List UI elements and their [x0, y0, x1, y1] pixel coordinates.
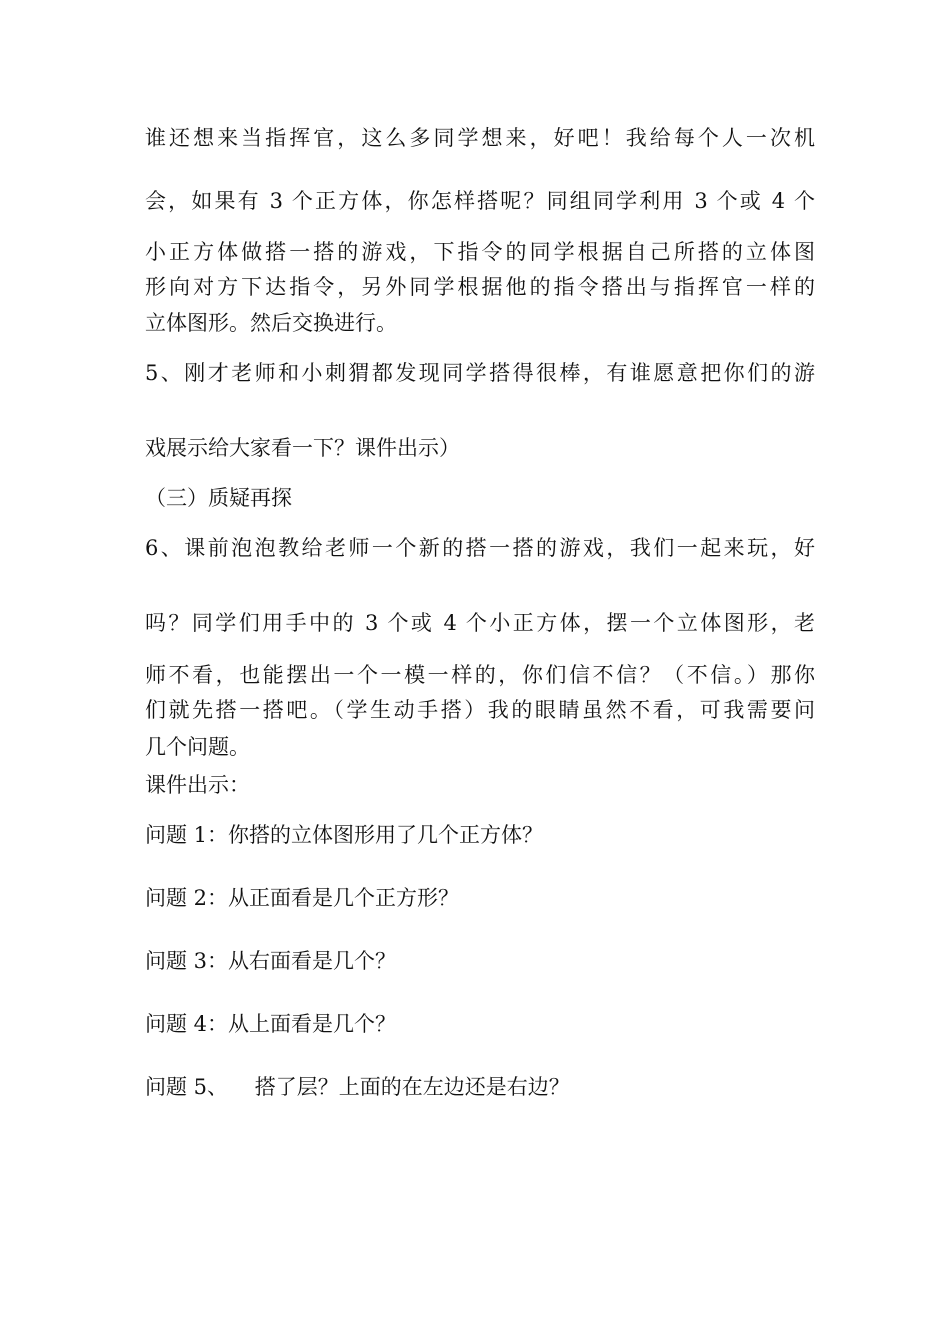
paragraph-line: 6、课前泡泡教给老师一个新的搭一搭的游戏，我们一起来玩，好 — [145, 536, 815, 560]
paragraph-line: 形向对方下达指令，另外同学根据他的指令搭出与指挥官一样的 — [145, 275, 815, 299]
paragraph-line: 5、刚才老师和小刺猬都发现同学搭得很棒，有谁愿意把你们的游 — [145, 361, 815, 385]
paragraph-line: 师不看，也能摆出一个一模一样的，你们信不信？（不信。）那你 — [145, 663, 815, 687]
paragraph-line: 小正方体做搭一搭的游戏，下指令的同学根据自己所搭的立体图 — [145, 240, 815, 264]
question-line: 问题 2：从正面看是几个正方形？ — [145, 886, 460, 910]
paragraph-line: 几个问题。 — [145, 735, 250, 759]
paragraph-line: 会，如果有 3 个正方体，你怎样搭呢？同组同学利用 3 个或 4 个 — [145, 189, 815, 213]
paragraph-line: 吗？同学们用手中的 3 个或 4 个小正方体，摆一个立体图形，老 — [145, 611, 815, 635]
paragraph-line: 谁还想来当指挥官，这么多同学想来，好吧！我给每个人一次机 — [145, 126, 815, 150]
question-line: 问题 1：你搭的立体图形用了几个正方体？ — [145, 823, 544, 847]
paragraph-line: 立体图形。然后交换进行。 — [145, 311, 397, 335]
paragraph-line: 课件出示： — [145, 773, 250, 797]
question-line: 问题 5、 搭了层？上面的在左边还是右边？ — [145, 1075, 570, 1099]
question-line: 问题 4：从上面看是几个？ — [145, 1012, 397, 1036]
question-line: 问题 3：从右面看是几个？ — [145, 949, 397, 973]
section-heading: （三）质疑再探 — [145, 486, 292, 510]
paragraph-line: 戏展示给大家看一下？课件出示） — [145, 436, 460, 460]
paragraph-line: 们就先搭一搭吧。（学生动手搭）我的眼睛虽然不看，可我需要问 — [145, 698, 815, 722]
